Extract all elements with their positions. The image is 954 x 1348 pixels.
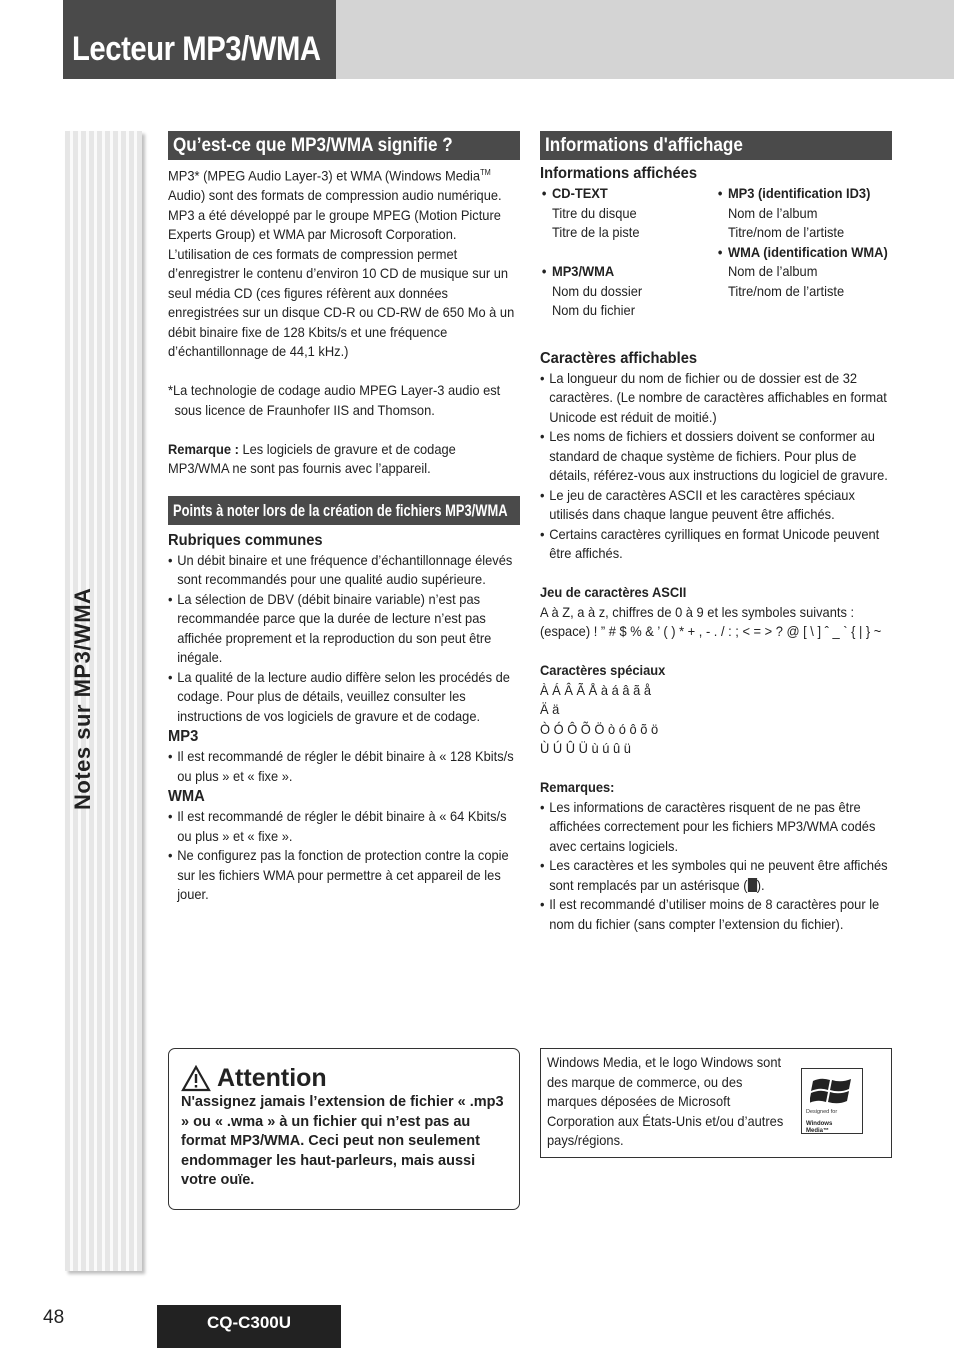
- asterisk-box-icon: [748, 878, 757, 892]
- left-column: [168, 131, 520, 905]
- remarks-heading: Remarques:: [540, 779, 615, 795]
- special-line: À Á Â Ã Å à á â ã å: [540, 681, 651, 698]
- group-title: • MP3/WMA: [540, 262, 716, 282]
- windows-media-box: [540, 1048, 892, 1158]
- side-label: Notes sur MP3/WMA: [70, 587, 95, 810]
- list-item: • Il est recommandé d’utiliser moins de 8 caractères pour le nom du fichier (sans compter l’extension du fichier).: [540, 895, 892, 934]
- warning-icon: [181, 1065, 211, 1092]
- page-number: 48: [43, 1307, 65, 1328]
- section-heading-notes: Points à noter lors de la création de fichiers MP3/WMA: [168, 496, 520, 525]
- list-item: • Ne configurez pas la fonction de protection contre la copie sur les fichiers WMA pour permettre à cet appareil de les jouer.: [168, 846, 520, 905]
- logo-designed-for: Designed for: [806, 1109, 838, 1115]
- list-item: • Les caractères et les symboles qui ne peuvent être affichés sont remplacés par un astérisque ( ).: [540, 856, 892, 895]
- mp3-heading: MP3: [168, 728, 199, 746]
- wma-heading: WMA: [168, 788, 205, 806]
- page-title: Lecteur MP3/WMA: [72, 30, 321, 68]
- list-item: • Il est recommandé de régler le débit binaire à « 128 Kbits/s ou plus » et « fixe ».: [168, 747, 520, 786]
- group-line: Nom du dossier: [551, 282, 643, 299]
- section-heading-mp3-wma: Qu’est-ce que MP3/WMA signifie ?: [168, 131, 520, 160]
- list-item: • La longueur du nom de fichier ou de dossier est de 32 caractères. (Le nombre de caractères affichables en format Unicode est réduit de moitié.): [540, 369, 892, 428]
- trademark-sup: TM: [480, 168, 491, 177]
- group-line: Nom de l’album: [727, 204, 818, 221]
- logo-windows-media: Windows Media™: [806, 1121, 833, 1134]
- list-item: • Le jeu de caractères ASCII et les caractères spéciaux utilisés dans chaque langue peuvent être affichés.: [540, 486, 892, 525]
- list-item: • Un débit binaire et une fréquence d’échantillonnage élevés sont recommandés pour une qualité audio supérieure.: [168, 551, 520, 590]
- group-line: Nom de l’album: [727, 263, 818, 279]
- attention-body: N'assignez jamais l’extension de fichier « .mp3 » ou « .wma » à un fichier qui n’est pas au format MP3/WMA. Ceci peut non seulement endommager les haut-parleurs, mais aussi votre ouïe.: [181, 1094, 504, 1188]
- attention-title: Attention: [217, 1063, 327, 1092]
- displayed-grid: [540, 184, 892, 321]
- list-item: • Les noms de fichiers et dossiers doivent se conformer au standard de chaque système de fichiers. Pour plus de détails, référez-vous aux instructions du logiciel de gravure.: [540, 427, 892, 486]
- group-line: Titre de la piste: [551, 224, 640, 240]
- footnote: *La technologie de codage audio MPEG Layer-3 audio est sous licence de Fraunhofer IIS and Thomson.: [168, 382, 501, 418]
- list-item: • La sélection de DBV (débit binaire variable) n’est pas recommandée parce que la durée de lecture n’est pas affichée proprement et la reproduction du son peut être inégale.: [168, 590, 520, 668]
- list-item: • Les informations de caractères risquent de ne pas être affichées correctement pour les fichiers MP3/WMA codés avec certains logiciels.: [540, 798, 892, 857]
- ascii-text: A à Z, a à z, chiffres de 0 à 9 et les symboles suivants : (espace) ! ” # $ % & ’ ( ) * + , - . / : ; < = > ? @ [ \ ] ˆ _ ` { | } ~: [540, 603, 882, 639]
- group-line: Titre du disque: [551, 204, 637, 221]
- group-title: • WMA (identification WMA): [716, 243, 892, 263]
- group-line: Nom du fichier: [551, 302, 636, 318]
- windows-trademark-text: Windows Media, et le logo Windows sont des marque de commerce, ou des marques déposées de Microsoft Corporation aux États-Unis et/ou d’autres pays/régions.: [547, 1054, 784, 1148]
- special-heading: Caractères spéciaux: [540, 662, 666, 678]
- special-line: Ò Ó Ô Õ Ö ò ó ô õ ö: [540, 720, 659, 737]
- ascii-heading: Jeu de caractères ASCII: [540, 584, 687, 600]
- group-title: • CD-TEXT: [540, 184, 716, 204]
- model-badge: CQ-C300U: [157, 1305, 341, 1348]
- list-item: • La qualité de la lecture audio diffère selon les procédés de codage. Pour plus de détails, veuillez consulter les instructions de vos logiciels de gravure et de codage.: [168, 668, 520, 727]
- remark: Remarque : Les logiciels de gravure et de codage MP3/WMA ne sont pas fournis avec l’appareil.: [168, 440, 456, 477]
- right-column: [540, 131, 892, 934]
- group-line: Titre/nom de l’artiste: [727, 224, 845, 240]
- section-heading-display: Informations d'affichage: [540, 131, 892, 160]
- list-item: • Certains caractères cyrilliques en format Unicode peuvent être affichés.: [540, 525, 892, 564]
- common-heading: Rubriques communes: [168, 531, 323, 549]
- windows-flag-icon: [810, 1075, 854, 1107]
- special-line: Ù Ú Û Ü ù ú û ü: [540, 740, 631, 756]
- intro-paragraph: MP3* (MPEG Audio Layer-3) et WMA (Windows Media™ Audio) sont des formats de compression audio numérique. MP3 a été développé par le groupe MPEG (Motion Picture Experts Group) et WMA par Microsoft Corporation. L’utilisation de ces formats de compression permet d’enregistrer le contenu d’environ 10 CD de musique sur un seul média CD (ces figures réfèrent aux données enregistrées sur un disque CD-R ou CD-RW de 650 Mo à un débit binaire fixe de 128 Kbits/s et une fréquence d’échantillonnage de 44,1 kHz.): [168, 167, 515, 360]
- header-title-box: [63, 0, 336, 79]
- attention-box: [168, 1048, 520, 1210]
- group-line: Titre/nom de l’artiste: [727, 282, 845, 299]
- chars-heading: Caractères affichables: [540, 349, 698, 367]
- special-line: Ä ä: [540, 701, 560, 717]
- displayed-heading: Informations affichées: [540, 165, 698, 182]
- group-title: • MP3 (identification ID3): [716, 184, 892, 204]
- list-item: • Il est recommandé de régler le débit binaire à « 64 Kbits/s ou plus » et « fixe ».: [168, 807, 520, 846]
- windows-media-logo: [801, 1068, 863, 1134]
